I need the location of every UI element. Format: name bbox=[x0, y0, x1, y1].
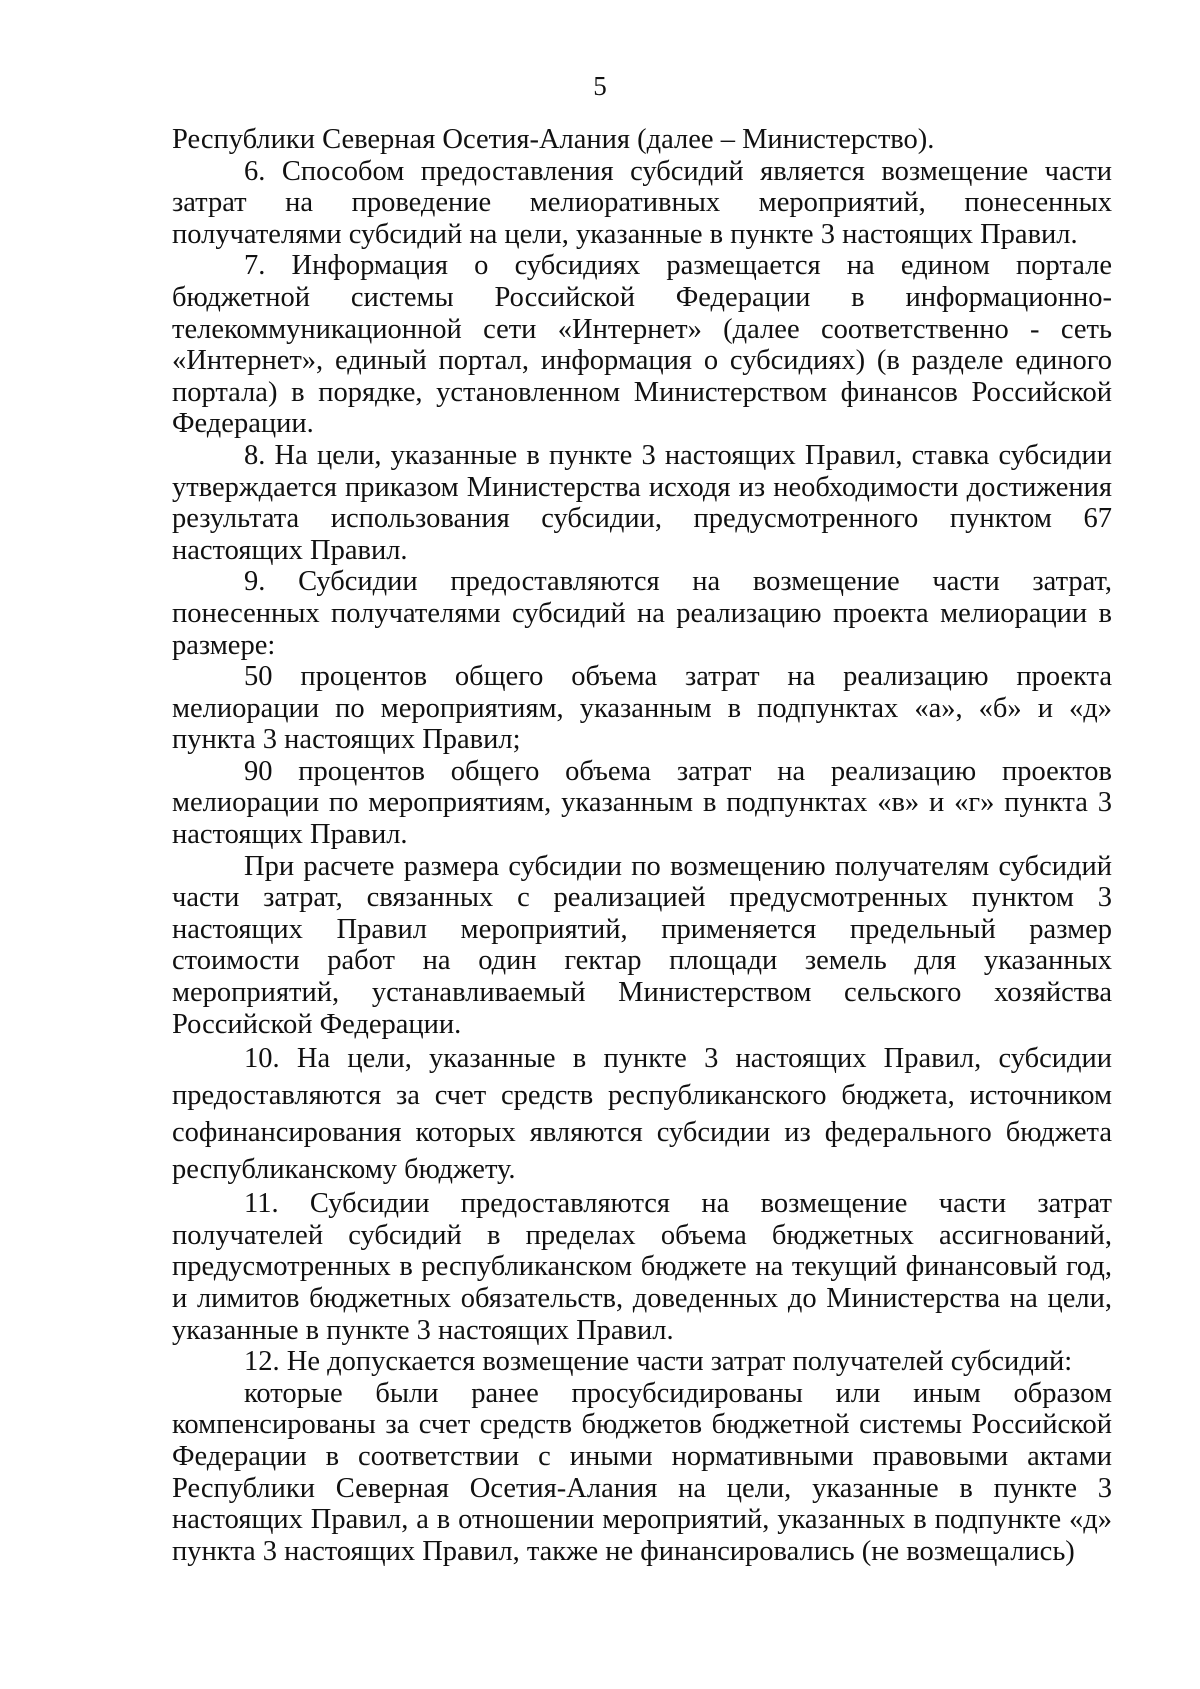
paragraph-continuation: Республики Северная Осетия-Алания (далее – Министерство). bbox=[172, 124, 935, 155]
paragraph-11: 11. Субсидии предоставляются на возмещение части затрат получателей субсидий в пределах объема бюджетных ассигнований, предусмотренных в республиканском бюджете на текущий финансовый год, и лимитов бюджетных обязательств, доведенных до Министерства на цели, указанные в пункте 3 настоящих Правил. bbox=[172, 1188, 1112, 1346]
document-body bbox=[172, 124, 1112, 1567]
page-number: 5 bbox=[593, 71, 607, 101]
paragraph-9: 9. Субсидии предоставляются на возмещение части затрат, понесенных получателями субсидий на реализацию проекта мелиорации в размере: bbox=[172, 566, 1112, 661]
paragraph-10: 10. На цели, указанные в пункте 3 настоящих Правил, субсидии предоставляются за счет средств республиканского бюджета, источником софинансирования которых являются субсидии из федерального бюджета республиканскому бюджету. bbox=[172, 1043, 1112, 1186]
paragraph-9-item-50: 50 процентов общего объема затрат на реализацию проекта мелиорации по мероприятиям, указанным в подпунктах «а», «б» и «д» пункта 3 настоящих Правил; bbox=[172, 661, 1112, 756]
paragraph-8: 8. На цели, указанные в пункте 3 настоящих Правил, ставка субсидии утверждается приказом Министерства исходя из необходимости достижения результата использования субсидии, предусмотренного пунктом 67 настоящих Правил. bbox=[172, 439, 1112, 566]
paragraph-12-item: которые были ранее просубсидированы или иным образом компенсированы за счет средств бюджетов бюджетной системы Российской Федерации в соответствии с иными нормативными правовыми актами Республики Северная Осетия-Алания на цели, указанные в пункте 3 настоящих Правил, а в отношении мероприятий, указанных в подпункте «д» пункта 3 настоящих Правил, также не финансировались (не возмещались) bbox=[172, 1377, 1112, 1567]
paragraph-6: 6. Способом предоставления субсидий является возмещение части затрат на проведение мелиоративных мероприятий, понесенных получателями субсидий на цели, указанные в пункте 3 настоящих Правил. bbox=[172, 155, 1112, 250]
paragraph-7: 7. Информация о субсидиях размещается на едином портале бюджетной системы Российской Федерации в информационно-телекоммуникационной сети «Интернет» (далее соответственно - сеть «Интернет», единый портал, информация о субсидиях) (в разделе единого портала) в порядке, установленном Министерством финансов Российской Федерации. bbox=[172, 250, 1112, 440]
paragraph-9-calculation: При расчете размера субсидии по возмещению получателям субсидий части затрат, связанных с реализацией предусмотренных пунктом 3 настоящих Правил мероприятий, применяется предельный размер стоимости работ на один гектар площади земель для указанных мероприятий, устанавливаемый Министерством сельского хозяйства Российской Федерации. bbox=[172, 850, 1112, 1040]
paragraph-12: 12. Не допускается возмещение части затрат получателей субсидий: bbox=[244, 1346, 1073, 1378]
paragraph-9-item-90: 90 процентов общего объема затрат на реализацию проектов мелиорации по мероприятиям, указанным в подпунктах «в» и «г» пункта 3 настоящих Правил. bbox=[172, 755, 1112, 851]
